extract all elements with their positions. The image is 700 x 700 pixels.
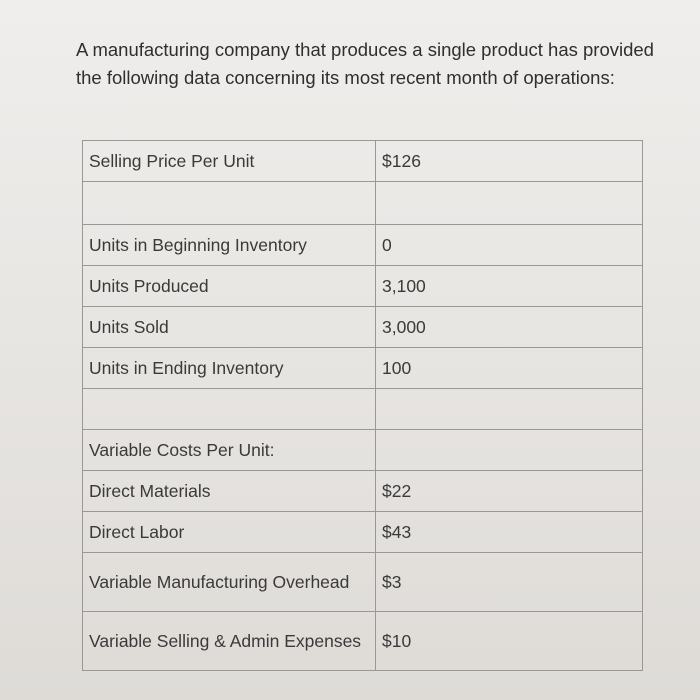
variable-costs-heading: Variable Costs Per Unit: [83, 430, 376, 471]
cost-data-table [82, 140, 643, 671]
table-row [83, 471, 643, 512]
direct-materials-label: Direct Materials [83, 471, 376, 512]
units-beginning-label: Units in Beginning Inventory [83, 225, 376, 266]
units-produced-value: 3,100 [376, 266, 643, 307]
units-produced-label: Units Produced [83, 266, 376, 307]
empty-cell [83, 182, 376, 225]
table-row [83, 553, 643, 612]
table-row [83, 307, 643, 348]
variable-mfg-overhead-label: Variable Manufacturing Overhead [83, 553, 376, 612]
table-row [83, 612, 643, 671]
selling-price-value: $126 [376, 141, 643, 182]
table-row [83, 348, 643, 389]
units-sold-label: Units Sold [83, 307, 376, 348]
variable-selling-admin-value: $10 [376, 612, 643, 671]
units-ending-label: Units in Ending Inventory [83, 348, 376, 389]
problem-statement: A manufacturing company that produces a single product has provided the following data concerning its most recent month of operations: [76, 39, 654, 88]
table-row [83, 266, 643, 307]
empty-cell [376, 430, 643, 471]
units-sold-value: 3,000 [376, 307, 643, 348]
direct-labor-value: $43 [376, 512, 643, 553]
table-row [83, 141, 643, 182]
table-row-empty [83, 182, 643, 225]
table-row [83, 512, 643, 553]
empty-cell [376, 182, 643, 225]
units-beginning-value: 0 [376, 225, 643, 266]
table-row [83, 430, 643, 471]
table-row-empty [83, 389, 643, 430]
direct-labor-label: Direct Labor [83, 512, 376, 553]
variable-selling-admin-label: Variable Selling & Admin Expenses [83, 612, 376, 671]
direct-materials-value: $22 [376, 471, 643, 512]
variable-mfg-overhead-value: $3 [376, 553, 643, 612]
empty-cell [376, 389, 643, 430]
table-row [83, 225, 643, 266]
empty-cell [83, 389, 376, 430]
units-ending-value: 100 [376, 348, 643, 389]
selling-price-label: Selling Price Per Unit [83, 141, 376, 182]
